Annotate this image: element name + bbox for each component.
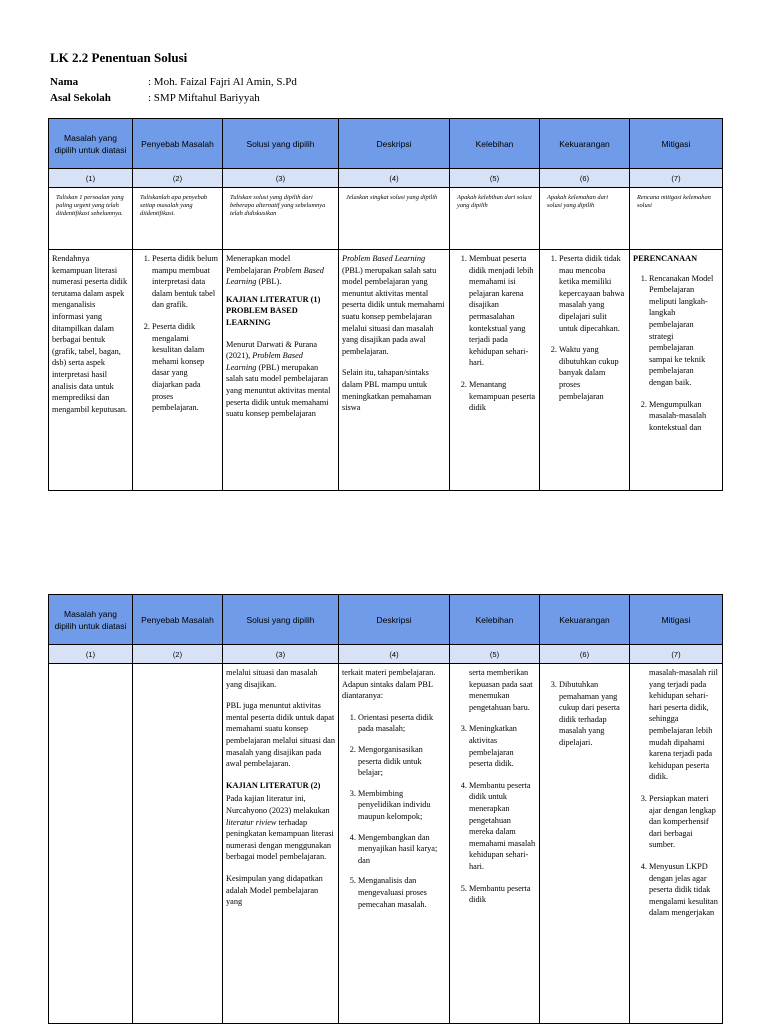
deskripsi-paragraph: terkait materi pembelajaran. Adapun sintaks dalam PBL diantaranya: xyxy=(342,668,436,701)
header-cell: Kekuarangan xyxy=(540,119,630,169)
masalah-text: Rendahnya kemampuan literasi numerasi peserta didik terutama dalam aspek menganalisis informasi yang ditampilkan dalam berbagai bentuk (grafik, tabel, bagan, dsb) serta aspek interpretasi hasil analisis data untuk memprediksi dan mengambil keputusan. xyxy=(52,254,128,414)
guide-cell: Apakah kelebihan dari solusi yang dipilih xyxy=(450,188,540,250)
kekurangan-cell xyxy=(540,250,630,491)
mitigasi-item: 1. Rencanakan Model Pembelajaran meliputi langkah-langkah pembelajaran strategi pembelajaran sampai ke teknik pembelajaran dengan baik. xyxy=(649,273,719,389)
penyebab-item: 2. Peserta didik mengalami kesulitan dalam mehami konsep dasar yang diajarkan pada proses pembelajaran. xyxy=(152,321,219,414)
number-cell: (6) xyxy=(540,645,630,664)
masalah-cell xyxy=(49,664,133,1024)
solusi-intro: Menerapkan model Pembelajaran Problem Based Learning (PBL). xyxy=(226,254,324,287)
solusi-paragraph: PBL juga menuntut aktivitas mental peserta didik untuk dapat memahami suatu konsep pembelajaran melalui situasi dan masalah yang disajikan pada awal pembelajaran. xyxy=(226,701,335,769)
header-cell: Masalah yang dipilih untuk diatasi xyxy=(49,119,133,169)
solution-table-page-1 xyxy=(48,118,723,491)
number-cell: (2) xyxy=(133,169,223,188)
kekurangan-item: 3. Dibutuhkan pemahaman yang cukup dari peserta didik terhadap masalah yang dipelajari. xyxy=(559,679,626,749)
solusi-paragraph: Menurut Darwati & Purana (2021), Problem Based Learning (PBL) merupakan salah satu model pembelajaran yang menuntut aktivitas mental peserta didik untuk memahami suatu konsep pembelajaran xyxy=(226,339,331,419)
number-row xyxy=(49,645,723,664)
sintaks-item: 4. Mengembangkan dan menyajikan hasil karya; dan xyxy=(358,832,446,867)
sintaks-item: 3. Membimbing penyelidikan individu maupun kelompok; xyxy=(358,788,446,823)
number-cell: (2) xyxy=(133,645,223,664)
header-cell: Kelebihan xyxy=(450,119,540,169)
number-row xyxy=(49,169,723,188)
header-row xyxy=(49,595,723,645)
number-cell: (4) xyxy=(339,169,450,188)
deskripsi-cell xyxy=(339,664,450,1024)
solusi-paragraph: Pada kajian literatur ini, Nurcahyono (2023) melakukan literatur riview terhadap peningkatan kemampuan literasi numerasi dengan menggunakan berbagai model pembelajaran. xyxy=(226,794,334,862)
guide-cell: Rencana mitigasi kelemahan solusi xyxy=(630,188,723,250)
number-cell: (3) xyxy=(223,645,339,664)
identity-block xyxy=(50,74,297,106)
kelebihan-item: 4. Membantu peserta didik untuk menerapkan pengetahuan mereka dalam memahami masalah kehidupan sehari-hari. xyxy=(469,780,536,873)
number-cell: (1) xyxy=(49,645,133,664)
header-cell: Deskripsi xyxy=(339,595,450,645)
sintaks-item: 2. Mengorganisasikan peserta didik untuk belajar; xyxy=(358,744,446,779)
solution-table-page-2 xyxy=(48,594,723,1024)
header-cell: Solusi yang dipilih xyxy=(223,595,339,645)
header-row xyxy=(49,119,723,169)
kekurangan-cell xyxy=(540,664,630,1024)
meta-value: : Moh. Faizal Fajri Al Amin, S.Pd xyxy=(148,76,297,88)
header-cell: Penyebab Masalah xyxy=(133,595,223,645)
mitigasi-cell xyxy=(630,250,723,491)
guide-cell: Jelaskan singkat solusi yang dipilih xyxy=(339,188,450,250)
number-cell: (7) xyxy=(630,169,723,188)
guide-cell: Tuliskan 1 persoalan yang paling urgent yang telah diidentifikasi sebelumnya. xyxy=(49,188,133,250)
meta-row-school xyxy=(50,90,297,106)
worksheet-title: LK 2.2 Penentuan Solusi xyxy=(50,50,188,65)
kelebihan-item: 3. Meningkatkan aktivitas pembelajaran peserta didik. xyxy=(469,723,536,769)
kelebihan-item: 1. Membuat peserta didik menjadi lebih memahami isi pelajaran karena disajikan permasalahan kontekstual yang terjadi pada kehidupan sehari-hari. xyxy=(469,253,536,369)
kelebihan-cell xyxy=(450,664,540,1024)
meta-label: Asal Sekolah xyxy=(50,92,111,104)
number-cell: (1) xyxy=(49,169,133,188)
deskripsi-paragraph: Problem Based Learning (PBL) merupakan salah satu model pembelajaran yang menuntut aktivitas mental peserta didik untuk memahami suatu konsep pembelajaran melalui situasi dan masalah yang disajikan pada awal pembelajaran. xyxy=(342,254,445,356)
number-cell: (5) xyxy=(450,169,540,188)
number-cell: (7) xyxy=(630,645,723,664)
kekurangan-item: 1. Peserta didik tidak mau mencoba ketika memiliki kepercayaan bahwa masalah yang dipelajari sulit untuk dipecahkan. xyxy=(559,253,626,334)
header-cell: Masalah yang dipilih untuk diatasi xyxy=(49,595,133,645)
header-cell: Mitigasi xyxy=(630,595,723,645)
number-cell: (3) xyxy=(223,169,339,188)
penyebab-item: 1. Peserta didik belum mampu membuat interpretasi data dalam bentuk tabel dan grafik. xyxy=(152,253,219,311)
header-cell: Kelebihan xyxy=(450,595,540,645)
mitigasi-item: 4. Menyusun LKPD dengan jelas agar peserta didik tidak mengalami kesulitan dalam mengerjakan xyxy=(649,861,719,919)
header-cell: Mitigasi xyxy=(630,119,723,169)
mitigasi-continuation: masalah-masalah riil yang terjadi pada kehidupan sehari-hari peserta didik, sehingga pembelajaran lebih mudah dipahami karena terjadi pada kehidupan peserta didik. xyxy=(649,668,718,782)
mitigasi-item: 2. Mengumpulkan masalah-masalah kontekstual dan xyxy=(649,399,719,434)
meta-row-name xyxy=(50,74,297,90)
header-cell: Kekuarangan xyxy=(540,595,630,645)
kelebihan-cell xyxy=(450,250,540,491)
mitigasi-heading: PERENCANAAN xyxy=(633,254,698,263)
masalah-cell xyxy=(49,250,133,491)
header-cell: Penyebab Masalah xyxy=(133,119,223,169)
meta-label: Nama xyxy=(50,76,79,88)
solusi-paragraph: melalui situasi dan masalah yang disajikan. xyxy=(226,668,318,689)
solusi-paragraph: Kesimpulan yang didapatkan adalah Model pembelajaran yang xyxy=(226,873,323,907)
sintaks-item: 5. Menganalisis dan mengevaluasi proses pemecahan masalah. xyxy=(358,875,446,910)
number-cell: (4) xyxy=(339,645,450,664)
penyebab-cell xyxy=(133,250,223,491)
content-row xyxy=(49,664,723,1024)
deskripsi-paragraph: Selain itu, tahapan/sintaks dalam PBL mampu untuk meningkatkan pemahaman siswa xyxy=(342,368,432,413)
number-cell: (5) xyxy=(450,645,540,664)
content-row xyxy=(49,250,723,491)
penyebab-cell xyxy=(133,664,223,1024)
number-cell: (6) xyxy=(540,169,630,188)
mitigasi-item: 3. Persiapkan materi ajar dengan lengkap dan komperhensif dari berbagai sumber. xyxy=(649,793,719,851)
kelebihan-item: 2. Menantang kemampuan peserta didik xyxy=(469,379,536,414)
kekurangan-item: 2. Waktu yang dibutuhkan cukup banyak dalam proses pembelajaran xyxy=(559,344,626,402)
meta-value: : SMP Miftahul Bariyyah xyxy=(148,92,260,104)
mitigasi-cell xyxy=(630,664,723,1024)
guide-cell: Apakah kelemahan dari solusi yang dipilih xyxy=(540,188,630,250)
guide-row xyxy=(49,188,723,250)
kelebihan-continuation: serta memberikan kepuasan pada saat menemukan pengetahuan baru. xyxy=(469,668,533,712)
deskripsi-cell xyxy=(339,250,450,491)
header-cell: Deskripsi xyxy=(339,119,450,169)
header-cell: Solusi yang dipilih xyxy=(223,119,339,169)
guide-cell: Tuliskanlah apa penyebab setiap masalah yang diidentifikasi. xyxy=(133,188,223,250)
literature-heading-2: KAJIAN LITERATUR (2) xyxy=(226,780,321,790)
solusi-cell xyxy=(223,664,339,1024)
kelebihan-item: 5. Membantu peserta didik xyxy=(469,883,536,906)
literature-heading-1: KAJIAN LITERATUR (1) PROBLEM BASED LEARNING xyxy=(226,294,321,327)
solusi-cell xyxy=(223,250,339,491)
guide-cell: Tuliskan solusi yang dipilih dari beberapa alternatif yang sebelumnya telah didiskusikan xyxy=(223,188,339,250)
sintaks-item: 1. Orientasi peserta didik pada masalah; xyxy=(358,712,446,735)
